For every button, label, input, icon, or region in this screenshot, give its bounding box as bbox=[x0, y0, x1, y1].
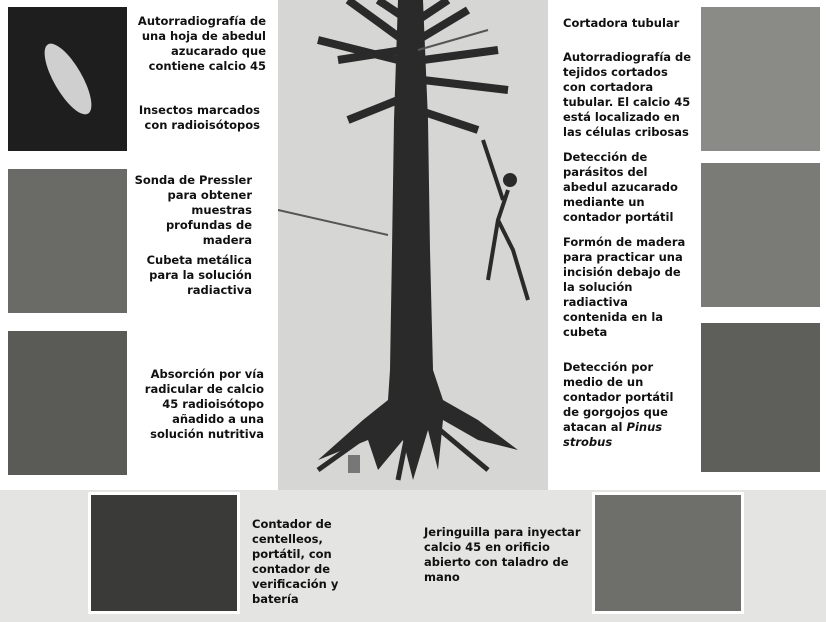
label-root-absorption: Absorción por vía radicular de calcio 45 radioisótopo añadido a una solución nutritiva bbox=[144, 367, 264, 441]
photo-parasite-detection bbox=[698, 160, 823, 310]
photo-scintillation-counter bbox=[88, 492, 240, 614]
label-pressler-borer: Sonda de Pressler para obtener muestras profundas de madera bbox=[134, 173, 252, 247]
photo-root-absorption bbox=[5, 328, 130, 478]
photo-pressler-borer bbox=[5, 166, 130, 316]
figure-head bbox=[503, 173, 517, 187]
tree-svg bbox=[278, 0, 548, 490]
photo-leaf-autoradiograph bbox=[5, 4, 130, 154]
label-marked-insects: Insectos marcados con radioisótopos bbox=[138, 103, 260, 132]
photo-syringe-injection bbox=[592, 492, 744, 614]
photo-weevil-detection bbox=[698, 320, 823, 475]
label-weevil-text: Detección por medio de un contador portátil de gorgojos que atacan al bbox=[563, 360, 674, 434]
label-wood-chisel: Formón de madera para practicar una incisión debajo de la solución radiactiva contenida en la cubeta bbox=[563, 235, 686, 339]
caption-scintillation-counter: Contador de centelleos, portátil, con contador de verificación y batería bbox=[252, 517, 339, 606]
photo-tissue-autoradiograph bbox=[698, 4, 823, 154]
caption-syringe: Jeringuilla para inyectar calcio 45 en orificio abierto con taladro de mano bbox=[424, 525, 581, 584]
label-tissue-autoradiograph: Autorradiografía de tejidos cortados con cortadora tubular. El calcio 45 está localizado en las células cribosas bbox=[563, 50, 692, 139]
label-parasite-detection: Detección de parásitos del abedul azucarado mediante un contador portátil bbox=[563, 150, 678, 224]
tree-trunk bbox=[318, 0, 518, 480]
tree-diagram bbox=[278, 0, 548, 490]
leaf-image bbox=[8, 7, 127, 151]
tool-borer bbox=[278, 210, 388, 235]
label-species: Pinus strobus bbox=[563, 420, 663, 449]
label-metal-cup: Cubeta metálica para la solución radiactiva bbox=[146, 253, 252, 297]
label-leaf-autoradiograph: Autorradiografía de una hoja de abedul azucarado que contiene calcio 45 bbox=[137, 14, 266, 73]
label-tube-cutter: Cortadora tubular bbox=[563, 16, 680, 30]
metal-cup bbox=[348, 455, 360, 473]
figure-stick-man bbox=[483, 140, 528, 300]
label-weevil-detection bbox=[563, 360, 693, 450]
